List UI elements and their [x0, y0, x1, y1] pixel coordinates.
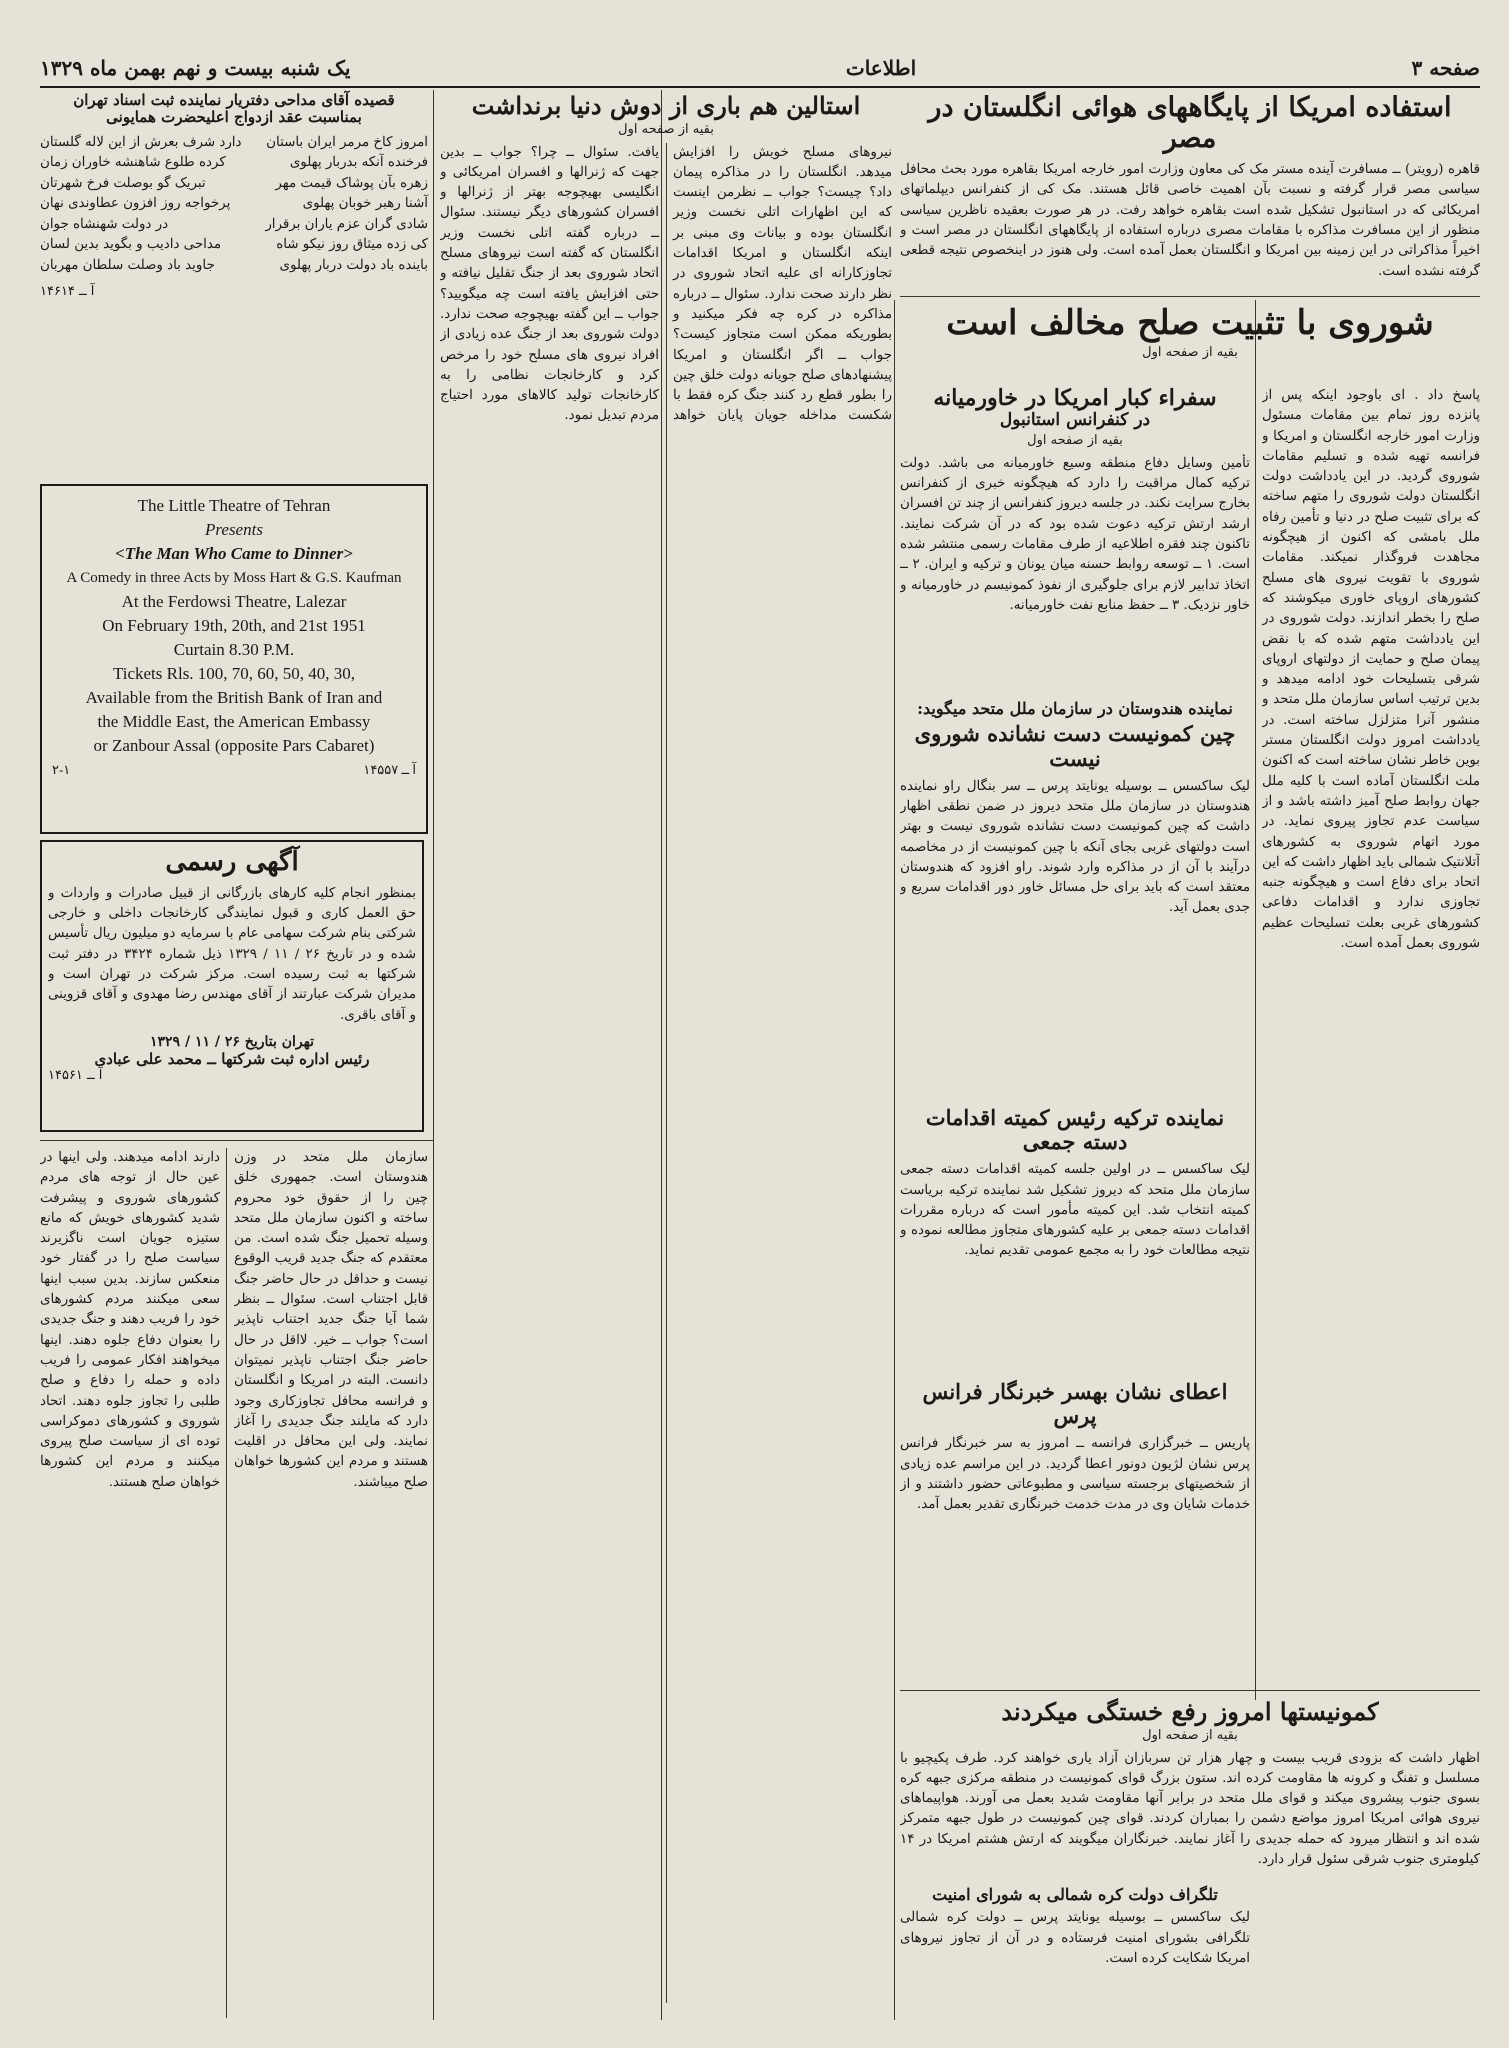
page-number: صفحه ۳	[1411, 56, 1480, 80]
column-divider	[433, 90, 434, 2020]
article-soviet-peace-header	[900, 304, 1480, 376]
article-body: پاریس ــ خبرگزاری فرانسه ــ امروز به سر خبرنگار فرانس پرس نشان لژیون دونور اعطا گردید. در این مراسم عده زیادی از شخصیتهای برجسته سیاسی و مطبوعاتی حضور داشتند و از خدمات شایان وی در مدت خدمت خبرنگاری تقدیر بعمل آمد.	[900, 1436, 1250, 1513]
official-notice	[40, 840, 424, 1132]
article-stalin-interview	[440, 92, 892, 2012]
article-body: نیروهای مسلح خویش را افزایش میدهد. انگلستان را در مذاکره پیمان داد؟ چیست؟ جواب ــ نظرمن اینست که این اظهارات اتلی نخست وزیر انگلستان بوده و بیانات وی مبنی بر اینکه انگلستان و امریکا اقدامات تجاوزکارانه ای علیه اتحاد شوروی در نظر دارند صحت ندارد. سئوال ــ درباره مذاکره در کره چه فکر میکنید و بطوریکه ممکن است متجاوز کیست؟ جواب ــ اگر انگلستان و امریکا پیشنهادهای صلح جویانه دولت خلق چین را بطور قطع رد کنند جنگ کره فقط با شکست مداخله جویان پایان خواهد یافت. سئوال ــ چرا؟ جواب ــ بدین جهت که ژنرالها و افسران امریکائی و انگلیسی بهیچوجه بهتر از ژنرالها و افسران کشورهای دیگر نیستند. سئوال ــ درباره گفته اتلی نخست وزیر انگلستان که گفته است نیروهای مسلح اتحاد شوروی بعد از جنگ تقلیل نیافته و حتی افزایش یافته است چه میگویید؟ جواب ــ این گفته بهیچوجه صحت ندارد. دولت شوروی بعد از جنگ عده زیادی از افراد نیروی های مسلح خود را مرخص کرد و کارخانجات نظامی را به کارخانجات تولید کالاهای مورد احتیاج مردم تبدیل نمود.	[440, 144, 892, 424]
hemistich: امروز کاخ مرمر ایران باستان	[266, 134, 428, 150]
ad-line: Curtain 8.30 P.M.	[173, 640, 295, 659]
ad-line: the Middle East, the American Embassy	[97, 712, 371, 731]
article-soviet-peace-body	[1262, 386, 1480, 1686]
hemistich: باینده باد دولت دربار پهلوی	[279, 257, 428, 273]
newspaper-name: اطلاعات	[845, 56, 917, 80]
ad-presents: Presents	[205, 520, 263, 539]
section-divider	[40, 1140, 433, 1141]
article-india-china	[900, 700, 1250, 1100]
continued-note: بقیه از صفحه اول	[618, 121, 714, 137]
poem-block	[40, 92, 428, 482]
article-north-korea-telegram	[900, 1886, 1250, 2016]
article-subheadline: در کنفرانس استانبول	[999, 410, 1151, 431]
hemistich: فرخنده آنکه بدربار پهلوی	[289, 155, 428, 170]
column-divider	[226, 1148, 227, 2018]
article-body: سازمان ملل متحد در وزن هندوستان است. جمهوری خلق چین را از حقوق خود محروم ساخته و اکنون سازمان ملل متحد وسیله تحمیل جنگ شده است. من معتقدم که جنگ جدید قریب الوقوع نیست و حداقل در حال حاضر جنگ قابل اجتناب است. سئوال ــ بنظر شما آیا جنگ جدید اجتناب ناپذیر است؟ جواب ــ خیر. لااقل در حال حاضر جنگ اجتناب ناپذیر نمیتوان دانست. البته در امریکا و انگلستان و فرانسه محافل تجاوزکاری وجود دارد که مایلند جنگ جدیدی را آغاز نمایند. ولی این محافل در اقلیت هستند و مردم این کشورها خواهان صلح میباشند.	[234, 1150, 428, 1490]
poem-title: قصیده آقای مداحی دفتریار نماینده ثبت اسناد تهران	[73, 91, 395, 109]
poem-verse	[40, 256, 428, 277]
hemistich: کرده طلوع شاهنشه خاوران زمان	[40, 155, 226, 170]
issue-date: یک شنبه بیست و نهم بهمن ماه ۱۳۲۹	[40, 56, 351, 80]
hemistich: کی زده میثاق روز نیکو شاه	[276, 237, 428, 252]
ad-code: آ ــ ۱۴۶۱۴	[40, 284, 95, 299]
notice-body: بمنظور انجام کلیه کارهای بازرگانی از قبیل صادرات و واردات و حق العمل کاری و قبول نمایندگی کارخانجات داخلی و خارجی شرکتی بنام شرکت سهامی عام با سرمایه دو میلیون ریال تأسیس شده و در تاریخ ۲۶ / ۱۱ / ۱۳۲۹ ذیل شماره ۳۴۲۴ در دفتر ثبت شرکتها به ثبت رسیده است. مرکز شرکت در تهران است و مدیران شرکت عبارتند از آقای مهندس رضا مهدوی و آقای قزوینی و آقای باقری.	[48, 885, 416, 1023]
hemistich: زهره بآن پوشاک قیمت مهر	[275, 175, 428, 191]
notice-signature: رئیس اداره ثبت شرکتها ــ محمد علی عبادی	[94, 1049, 370, 1068]
article-body: لیک ساکسس ــ در اولین جلسه کمیته اقدامات دسته جمعی سازمان ملل متحد که دیروز تشکیل شد نماینده ترکیه بریاست کمیته انتخاب شد. این کمیته مأمور است که درباره مقررات اقدامات دسته جمعی بر علیه کشورهای متجاوز مطالعه نموده و نتیجه مطالعات خود را به مجمع عمومی تقدیم نماید.	[900, 1162, 1250, 1259]
poem-verse	[40, 215, 428, 236]
continued-note: بقیه از صفحه اول	[1027, 432, 1123, 448]
ad-line: On February 19th, 20th, and 21st 1951	[102, 616, 366, 635]
article-body: تأمین وسایل دفاع منطقه وسیع خاورمیانه می باشد. دولت ترکیه کمال مراقبت را دارد که هیچگونه خبری از کنفرانس بخارج سرایت نکند. در جلسه دیروز کنفرانس از چند تن افسران ارشد ارتش ترکیه دعوت شده بود که در آن شرکت نمایند. تاکنون چند فقره اطلاعیه از طرف مقامات رسمی منتشر شده است. ۱ ــ توسعه روابط حسنه میان یونان و ترکیه و ایران. ۲ ــ اتخاذ تدابیر لازم برای جلوگیری از نفوذ کمونیسم در خاورمیانه و خاور نزدیک. ۳ ــ حفظ منابع نفت خاورمیانه.	[900, 455, 1250, 613]
article-kicker: نماینده هندوستان در سازمان ملل متحد میگوید:	[917, 699, 1233, 718]
article-afp-medal	[900, 1380, 1250, 1680]
ad-codes	[42, 758, 426, 782]
article-body: قاهره (رویتر) ــ مسافرت آینده مستر مک کی معاون وزارت امور خارجه امریکا بقاهره مورد بحث محافل سیاسی مصر قرار گرفته و نسبت بآن اهمیت خاصی قائل هستند. مک کی از کنفرانس دیپلماتهای امریکائی که در استانبول تشکیل شده است بقاهره خواهد رفت. در هر صورت بعقیده ناظرین سیاسی منظور از این مسافرت مذاکره با مقامات مصری درباره استفاده از پایگاههای انگلستان در مصر است و اخیراً مذاکراتی در این زمینه بین امریکا و انگلستان بعمل آمده است. ولی هنوز در اینخصوص نتیجه قطعی گرفته نشده است.	[900, 162, 1480, 279]
article-headline: کمونیستها امروز رفع خستگی میکردند	[1001, 1697, 1379, 1726]
theatre-advertisement	[40, 484, 428, 834]
ad-line: Available from the British Bank of Iran and	[85, 688, 383, 707]
column-divider	[1255, 300, 1256, 1700]
ad-title: The Little Theatre of Tehran	[137, 496, 331, 515]
notice-title: آگهی رسمی	[165, 847, 299, 877]
article-us-envoys	[900, 386, 1250, 696]
ad-play-title: <The Man Who Came to Dinner>	[115, 544, 353, 563]
hemistich: مداحی دادیب و بگوید بدین لسان	[40, 237, 222, 252]
article-headline: سفراء کبار امریکا در خاورمیانه	[933, 385, 1217, 411]
article-turkey-committee	[900, 1106, 1250, 1376]
article-body: اظهار داشت که بزودی قریب بیست و چهار هزار تن سربازان آزاد یاری خواهند کرد. طرف پکیچیو با مسلسل و تفنگ و کرونه ها مقاومت کرده اند. ستون بزرگ قوای کمونیست در منطقه مرکزی جبهه کره بسوی جنوب پیشروی میکند و قوای ملل متحد در برابر آنها مقاومت شدید بعمل می آورند. هواپیماهای نیروی هوائی امریکا امروز مواضع دشمن را بمباران کردند. قوای چین کمونیست در طول جبهه متمرکز شده اند و انتظار میرود که حمله جدیدی را آغاز نمایند. خبرنگاران میگویند که ارتش هشتم امریکا در ۱۴ کیلومتری جنوب شرقی سئول قرار دارد.	[900, 1750, 1480, 1868]
column-divider	[894, 300, 895, 2020]
article-continuation-left	[40, 1148, 220, 2018]
hemistich: در دولت شهنشاه جوان	[40, 216, 169, 232]
article-body: دارند ادامه میدهند. ولی اینها در عین حال از توجه های مردم کشورهای شوروی و پیشرفت شدید کشورهای خویش که مانع ستیزه جویان است ناگزیرند سیاست صلح را در گفتار خود منعکس سازند. بدین سبب اینها سعی میکنند مردم کشورهای خود را فریب دهند و جنگ جدیدی را بعنوان دفاع جلوه دهند. اینها میخواهند افکار عمومی را فریب داده و حمله را دفاع و صلح طلبی را تجاوز جلوه دهند. اتحاد شوروی و کشورهای دموکراسی توده ای از سیاست صلح پیروی میکنند و مردم این کشورها خواهان صلح هستند.	[40, 1150, 220, 1490]
article-headline: تلگراف دولت کره شمالی به شورای امنیت	[932, 1885, 1218, 1904]
continued-note: بقیه از صفحه اول	[1142, 1727, 1238, 1743]
poem-verse	[40, 235, 428, 256]
ad-line: Tickets Rls. 100, 70, 60, 50, 40, 30,	[112, 664, 356, 683]
article-headline: استالین هم باری از دوش دنیا برنداشت	[471, 91, 861, 120]
article-body: لیک ساکسس ــ بوسیله یونایتد پرس ــ سر بنگال راو نماینده هندوستان در سازمان ملل متحد دیروز در ضمن نطقی اظهار داشت که چین کمونیست دست نشانده شوروی نیست و بهتر است دولتهای غربی بجای آنکه با چین کمونیست از در مخاصمه درآیند با آن از در مذاکره وارد شوند. راو افزود که هندوستان معتقد است که باید برای حل مسائل خاور دور اقدامات سریع و جدی بعمل آید.	[900, 778, 1250, 916]
poem-verse	[40, 174, 428, 195]
poem-subtitle: بمناسبت عقد ازدواج اعلیحضرت همایونی	[106, 108, 362, 127]
poem-verse	[40, 153, 428, 174]
page-header	[40, 50, 1480, 88]
article-body: پاسخ داد . ای باوجود اینکه پس از پانزده روز تمام بین مقامات مسئول وزارت امور خارجه انگلستان و امریکا و فرانسه تهیه شده و تسلیم مقامات شوروی گردید. در این یادداشت دولت انگلستان دولت شوروی را متهم ساخته که برای تثبیت صلح در دنیا و تأمین رفاه ملل بامشی که اکنون از هیچگونه مجاهدت فروگذار نمیکند. مقامات شوروی با تقویت نیروی های مسلح کشورهای اروپای خاوری میکوشند که صلح را بخطر اندازند. دولت شوروی در این یادداشت متهم شده که با نقض پیمان صلح و حمایت از دولتهای اروپای شرقی بتسلیحات خود ادامه میدهد و بدین ترتیب اساس سازمان ملل متحد و منشور آنرا متزلزل ساخته است. در یادداشت امروز دولت انگلستان مستر بوین خاطر نشان ساخته است که اکنون ملت انگلستان آماده است با کلیه ملل جهان روابط صلح آمیز داشته باشد و از سیاست عدم تجاوز پیروی نماید. در مورد اتهام شوروی به کشورهای آتلانتیک شمالی باید اظهار داشت که این اتحاد برای دفاع است و هیچگونه جنبه تجاوزی ندارد و اقدامات دفاعی کشورهای غربی بعلت تسلیحات عظیم شوروی بعمل آمده است.	[1262, 388, 1480, 952]
ad-code: ۲-۱	[52, 762, 71, 777]
ad-code: آ ــ ۱۴۵۶۱	[48, 1067, 103, 1083]
article-headline: اعطای نشان بهسر خبرنگار فرانس پرس	[922, 1379, 1228, 1429]
article-us-bases	[900, 92, 1480, 292]
continued-note: بقیه از صفحه اول	[1142, 345, 1238, 361]
ad-line: At the Ferdowsi Theatre, Lalezar	[121, 592, 347, 611]
ad-line: or Zanbour Assal (opposite Pars Cabaret)	[93, 736, 375, 755]
hemistich: شادی گران عزم یاران برقرار	[265, 216, 428, 232]
hemistich: پرخواجه روز افزون عطاوندی نهان	[40, 196, 231, 211]
poem-verse	[40, 133, 428, 154]
ad-code: آ ــ ۱۴۵۵۷	[363, 762, 416, 777]
notice-date: تهران بتاریخ ۲۶ / ۱۱ / ۱۳۲۹	[150, 1033, 314, 1050]
hemistich: دارد شرف بعرش از این لاله گلستان	[40, 134, 242, 150]
section-divider	[900, 1690, 1480, 1691]
article-continuation-right	[234, 1148, 428, 2018]
article-headline: استفاده امریکا از پایگاههای هوائی انگلستان در مصر	[928, 92, 1452, 155]
article-headline: چین کمونیست دست نشانده شوروی نیست	[914, 721, 1236, 771]
article-communists-rest	[900, 1698, 1480, 1878]
article-headline: شوروی با تثبیت صلح مخالف است	[946, 303, 1434, 343]
poem-verses	[40, 133, 428, 277]
hemistich: آشنا رهبر خوبان پهلوی	[302, 196, 428, 211]
article-body: لیک ساکسس ــ بوسیله یونایتد پرس ــ دولت کره شمالی تلگرافی بشورای امنیت فرستاده و در آن از تجاوز نیروهای امریکا شکایت کرده است.	[900, 1910, 1250, 1966]
poem-verse	[40, 194, 428, 215]
article-headline: نماینده ترکیه رئیس کمیته اقدامات دسته جمعی	[925, 1105, 1225, 1155]
hemistich: جاوید باد وصلت سلطان مهربان	[40, 257, 215, 273]
hemistich: تبریک گو بوصلت فرخ شهرتان	[40, 175, 206, 191]
ad-line: A Comedy in three Acts by Moss Hart & G.S. Kaufman	[66, 570, 402, 586]
